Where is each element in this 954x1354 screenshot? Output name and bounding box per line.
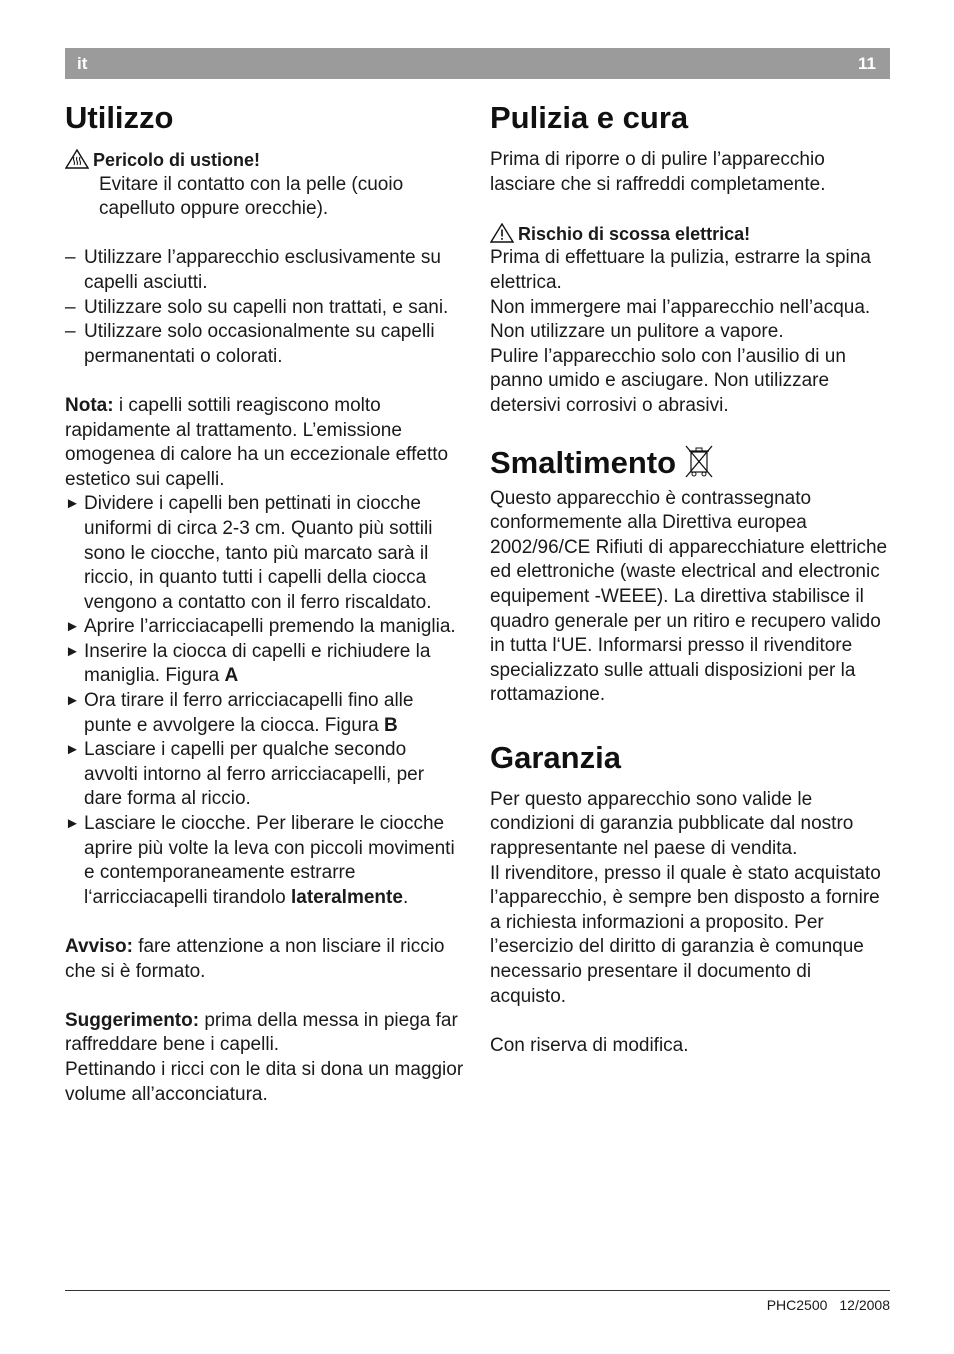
shock-warning-title-text: Rischio di scossa elettrica! [518, 223, 751, 244]
list-item: ► Lasciare i capelli per qualche secondo avvolti intorno al ferro arricciacapelli, per dare forma al riccio. [65, 739, 425, 810]
list-item: – Utilizzare l’apparecchio esclusivamente su capelli asciutti. [65, 247, 441, 293]
model-number: PHC2500 [766, 1297, 828, 1313]
burn-warning-title-text: Pericolo di ustione! [93, 150, 261, 170]
list-item: ► Ora tirare il ferro arricciacapelli fino alle punte e avvolgere la ciocca. Figura B [65, 690, 414, 736]
shock-warning-title [490, 222, 890, 247]
crossed-out-bin-icon [684, 443, 714, 481]
note-paragraph [65, 394, 465, 492]
language-code: it [77, 54, 88, 73]
warranty-text-2: Il rivenditore, presso il quale è stato acquistato l’apparecchio, è sempre ben disposto a fornire a richiesta informazioni a proposito. Per l’esercizio del diritto di garanzia è comunque necessario presentare il documento di acquisto. [490, 862, 881, 1007]
left-column [65, 98, 465, 1107]
section-title-garanzia: Garanzia [490, 739, 621, 775]
list-item: – Utilizzare solo su capelli non trattati, e sani. [65, 296, 449, 318]
list-item: ► Inserire la ciocca di capelli e richiudere la maniglia. Figura A [65, 640, 431, 687]
tip-paragraph: Suggerimento: prima della messa in piega far raffreddare bene i capelli. [65, 1009, 458, 1056]
figure-label: A [224, 665, 239, 687]
footer [767, 1297, 890, 1313]
usage-dash-list [65, 246, 465, 369]
hot-surface-warning-icon [65, 149, 89, 169]
avviso-label: Avviso: [65, 936, 133, 957]
shock-line: Prima di effettuare la pulizia, estrarre la spina elettrica. [490, 247, 871, 293]
burn-warning-title [65, 148, 465, 173]
warranty-text: Per questo apparecchio sono valide le condizioni di garanzia pubblicate dal nostro rappresentante nel paese di vendita. [490, 788, 854, 860]
right-column [490, 98, 890, 1058]
section-title-pulizia: Pulizia e cura [490, 100, 689, 135]
steps-list [65, 492, 465, 910]
page-header-bar [65, 48, 890, 79]
section-title-smaltimento: Smaltimento [490, 443, 890, 483]
note-label: Nota: [65, 394, 114, 416]
warning-triangle-icon [490, 223, 514, 243]
list-item: ► Lasciare le ciocche. Per liberare le ciocche aprire più volte la leva con piccoli movimenti e contemporaneamente estrarre l‘arricciacapelli tirandolo lateralmente. [65, 813, 455, 908]
list-item: ► Aprire l’arricciacapelli premendo la maniglia. [65, 616, 456, 638]
disposal-text: Questo apparecchio è contrassegnato conformemente alla Direttiva europea 2002/96/CE Rifiuti di apparecchiature elettriche ed elettroniche (waste electrical and electronic equipement -WEEE). La direttiva stabilisce il quadro generale per un ritiro e recupero valido in tutta l‘UE. Informarsi presso il rivenditore specializzato sulle attuali disposizioni per la rottamazione. [490, 487, 888, 706]
shock-line: Non utilizzare un pulitore a vapore. [490, 321, 784, 343]
figure-label: B [383, 714, 398, 736]
section-title-utilizzo: Utilizzo [65, 100, 174, 135]
tip-label: Suggerimento: [65, 1009, 200, 1031]
note-text: i capelli sottili reagiscono molto rapidamente al trattamento. L’emissione omogenea di calore ha un eccezionale effetto estetico sui capelli. [65, 394, 449, 490]
reserve-note: Con riserva di modifica. [490, 1034, 689, 1056]
page-number: 11 [858, 54, 876, 73]
burn-warning-text: Evitare il contatto con la pelle (cuoio capelluto oppure orecchie). [99, 173, 404, 220]
list-item: – Utilizzare solo occasionalmente su capelli permanentati o colorati. [65, 321, 435, 367]
edition-date: 12/2008 [839, 1297, 890, 1313]
shock-line: Non immergere mai l’apparecchio nell’acqua. [490, 296, 871, 318]
shock-line: Pulire l’apparecchio solo con l’ausilio di un panno umido e asciugare. Non utilizzare detersivi corrosivi o abrasivi. [490, 345, 846, 416]
avviso-paragraph: Avviso: fare attenzione a non lisciare il riccio che si è formato. [65, 936, 445, 982]
cleaning-intro: Prima di riporre o di pulire l’apparecchio lasciare che si raffreddi completamente. [490, 149, 826, 195]
list-item: ► Dividere i capelli ben pettinati in ciocche uniformi di circa 2-3 cm. Quanto più sottili sono le ciocche, tanto più marcato sarà il riccio, in quanto tutti i capelli della ciocca vengono a contatto con il ferro riscaldato. [65, 493, 433, 613]
tip-paragraph-2: Pettinando i ricci con le dita si dona un maggior volume all’acconciatura. [65, 1058, 464, 1105]
footer-divider [65, 1290, 890, 1291]
